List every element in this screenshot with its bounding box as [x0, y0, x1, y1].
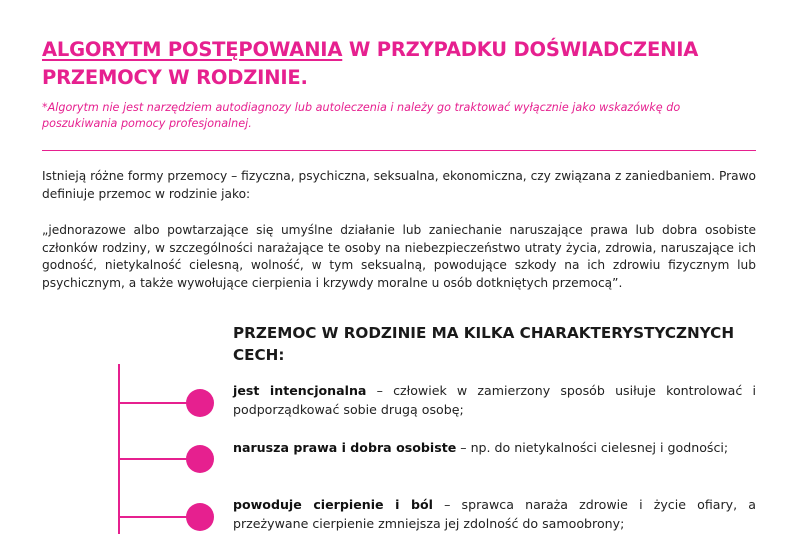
characteristic-term: jest intencjonalna [233, 383, 367, 398]
disclaimer-note: *Algorytm nie jest narzędziem autodiagnozy lub autoleczenia i należy go traktować wyłącznie jako wskazówkę do poszukiwania pomocy profesjonalnej. [42, 101, 681, 130]
title-underlined: ALGORYTM POSTĘPOWANIA [42, 38, 343, 61]
characteristic-item-3 [233, 495, 756, 533]
definition-quote: „jednorazowe albo powtarzające się umyślne działanie lub zaniechanie naruszające prawa lub dobra osobiste członków rodziny, w szczególności narażające te osoby na niebezpieczeństwo utraty życia, zdrowia, naruszające ich godność, nietykalność cielesną, wolność, w tym seksualną, powodujące szkody na ich zdrowiu fizycznym lub psychicznym, a także wywołujące cierpienia i krzywdy moralne u osób dotkniętych przemocą”. [42, 223, 756, 290]
characteristic-term: powoduje cierpienie i ból [233, 497, 433, 512]
characteristics-section [233, 322, 756, 366]
bullet-dot-1 [186, 389, 214, 417]
characteristic-text: – sprawca naraża zdrowie i życie ofiary, a przeżywane cierpienie zmniejsza jej zdolność do samoobrony; [233, 497, 756, 531]
intro-paragraph: Istnieją różne formy przemocy – fizyczna, psychiczna, seksualna, ekonomiczna, czy związana z zaniedbaniem. Prawo definiuje przemoc w rodzinie jako: [42, 169, 756, 201]
characteristic-text: – człowiek w zamierzony sposób usiłuje kontrolować i podporządkować sobie drugą osobę; [233, 383, 756, 417]
characteristics-heading: PRZEMOC W RODZINIE MA KILKA CHARAKTERYSTYCZNYCH CECH: [233, 324, 735, 364]
characteristic-item-1 [233, 381, 756, 419]
bullet-dot-3 [186, 503, 214, 531]
document-page [42, 36, 756, 292]
title-line-2: PRZEMOCY W RODZINIE. [42, 66, 308, 89]
title-rest: W PRZYPADKU DOŚWIADCZENIA [342, 38, 699, 61]
characteristic-item-2 [233, 438, 756, 457]
page-title [42, 36, 756, 92]
bullet-dot-2 [186, 445, 214, 473]
tree-connector-vertical [118, 364, 120, 534]
divider-line [42, 150, 756, 151]
characteristic-text: – np. do nietykalności cielesnej i godności; [456, 440, 729, 455]
characteristic-term: narusza prawa i dobra osobiste [233, 440, 457, 455]
